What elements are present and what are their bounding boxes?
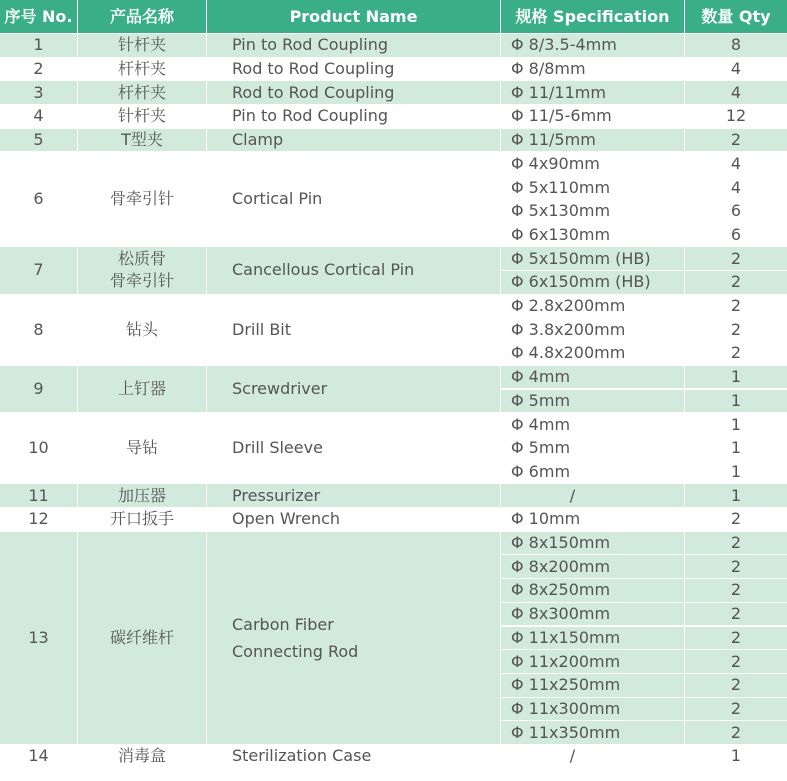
item-specification: Φ 8/8mm [501,58,684,81]
item-name-cn-line: 骨牵引针 [109,271,174,291]
item-specification: Φ 10mm [501,508,684,531]
item-name-cn: 碳纤维杆 [78,532,206,744]
item-specification: Φ 8/3.5-4mm [501,34,684,57]
item-specification: Φ 11/5-6mm [501,105,684,128]
item-quantity: 6 [685,224,787,247]
item-number: 14 [0,745,77,768]
item-quantity: 2 [685,318,787,341]
item-name-cn: 钻头 [78,295,206,365]
item-name-en: Cortical Pin [207,153,500,247]
item-number: 11 [0,484,77,507]
item-name-cn-line: 松质骨 [117,249,166,269]
item-specification: Φ 11x350mm [501,721,684,744]
item-quantity: 1 [685,484,787,507]
item-specification: Φ 6x150mm (HB) [501,271,684,294]
item-quantity: 2 [685,532,787,555]
item-specification: Φ 11/5mm [501,129,684,152]
item-number: 6 [0,153,77,247]
item-quantity: 2 [685,508,787,531]
item-number: 4 [0,105,77,128]
item-quantity: 1 [685,745,787,768]
item-name-cn: 加压器 [78,484,206,507]
item-number: 7 [0,247,77,293]
item-quantity: 2 [685,129,787,152]
item-quantity: 4 [685,153,787,176]
item-name-en: Open Wrench [207,508,500,531]
item-name-en: Pin to Rod Coupling [207,105,500,128]
header-no: 序号 No. [0,0,77,33]
item-name-en: Drill Bit [207,295,500,365]
header-qty: 数量 Qty [685,0,787,33]
item-specification: Φ 11x300mm [501,698,684,721]
item-specification: Φ 11x200mm [501,650,684,673]
item-name-cn [78,247,206,293]
item-quantity: 8 [685,34,787,57]
item-quantity: 2 [685,271,787,294]
item-specification: Φ 5x130mm [501,200,684,223]
header-spec: 规格 Specification [501,0,684,33]
item-number: 1 [0,34,77,57]
item-quantity: 4 [685,176,787,199]
item-specification: Φ 11/11mm [501,81,684,104]
item-name-en: Pressurizer [207,484,500,507]
item-number: 12 [0,508,77,531]
item-specification: Φ 5mm [501,437,684,460]
item-quantity: 2 [685,342,787,365]
item-number: 10 [0,413,77,483]
item-specification: Φ 4mm [501,413,684,436]
item-specification: Φ 8x150mm [501,532,684,555]
item-quantity: 2 [685,603,787,626]
item-specification: Φ 6x130mm [501,224,684,247]
item-specification: Φ 3.8x200mm [501,318,684,341]
item-specification: Φ 5x110mm [501,176,684,199]
item-name-en: Rod to Rod Coupling [207,81,500,104]
item-name-en-line: Connecting Rod [232,641,359,661]
item-quantity: 2 [685,579,787,602]
item-name-cn: 针杆夹 [78,105,206,128]
item-name-cn: 开口扳手 [78,508,206,531]
item-quantity: 4 [685,58,787,81]
item-name-cn: 针杆夹 [78,34,206,57]
item-name-cn: T型夹 [78,129,206,152]
item-quantity: 1 [685,366,787,389]
item-number: 8 [0,295,77,365]
item-name-cn: 骨牵引针 [78,153,206,247]
item-specification: Φ 8x300mm [501,603,684,626]
item-name-en: Cancellous Cortical Pin [207,247,500,293]
item-specification: Φ 4x90mm [501,153,684,176]
item-quantity: 2 [685,674,787,697]
item-name-cn: 上钉器 [78,366,206,412]
item-specification: Φ 4.8x200mm [501,342,684,365]
item-name-en: Rod to Rod Coupling [207,58,500,81]
item-quantity: 6 [685,200,787,223]
item-name-en: Sterilization Case [207,745,500,768]
item-specification: Φ 2.8x200mm [501,295,684,318]
item-quantity: 2 [685,721,787,744]
item-specification: Φ 4mm [501,366,684,389]
item-quantity: 2 [685,555,787,578]
item-specification: Φ 5x150mm (HB) [501,247,684,270]
item-name-en [207,532,500,744]
item-specification: Φ 6mm [501,461,684,484]
item-quantity: 1 [685,461,787,484]
item-number: 13 [0,532,77,744]
item-name-en: Drill Sleeve [207,413,500,483]
item-number: 3 [0,81,77,104]
item-quantity: 1 [685,437,787,460]
item-quantity: 2 [685,295,787,318]
item-quantity: 12 [685,105,787,128]
item-quantity: 1 [685,390,787,413]
header-cn: 产品名称 [78,0,206,33]
item-specification: Φ 11x150mm [501,627,684,650]
item-specification: Φ 5mm [501,390,684,413]
item-name-cn: 杆杆夹 [78,58,206,81]
item-quantity: 4 [685,81,787,104]
item-name-cn: 导钻 [78,413,206,483]
item-name-en-line: Carbon Fiber [232,614,334,634]
item-number: 9 [0,366,77,412]
item-specification: Φ 8x250mm [501,579,684,602]
header-en: Product Name [207,0,500,33]
item-quantity: 2 [685,627,787,650]
item-number: 2 [0,58,77,81]
item-specification: / [501,745,684,768]
item-name-cn: 杆杆夹 [78,81,206,104]
item-specification: Φ 8x200mm [501,555,684,578]
item-quantity: 2 [685,698,787,721]
item-number: 5 [0,129,77,152]
item-quantity: 2 [685,650,787,673]
item-name-en: Clamp [207,129,500,152]
item-quantity: 2 [685,247,787,270]
item-quantity: 1 [685,413,787,436]
item-specification: Φ 11x250mm [501,674,684,697]
item-name-en: Pin to Rod Coupling [207,34,500,57]
item-name-en: Screwdriver [207,366,500,412]
item-name-cn: 消毒盒 [78,745,206,768]
item-specification: / [501,484,684,507]
